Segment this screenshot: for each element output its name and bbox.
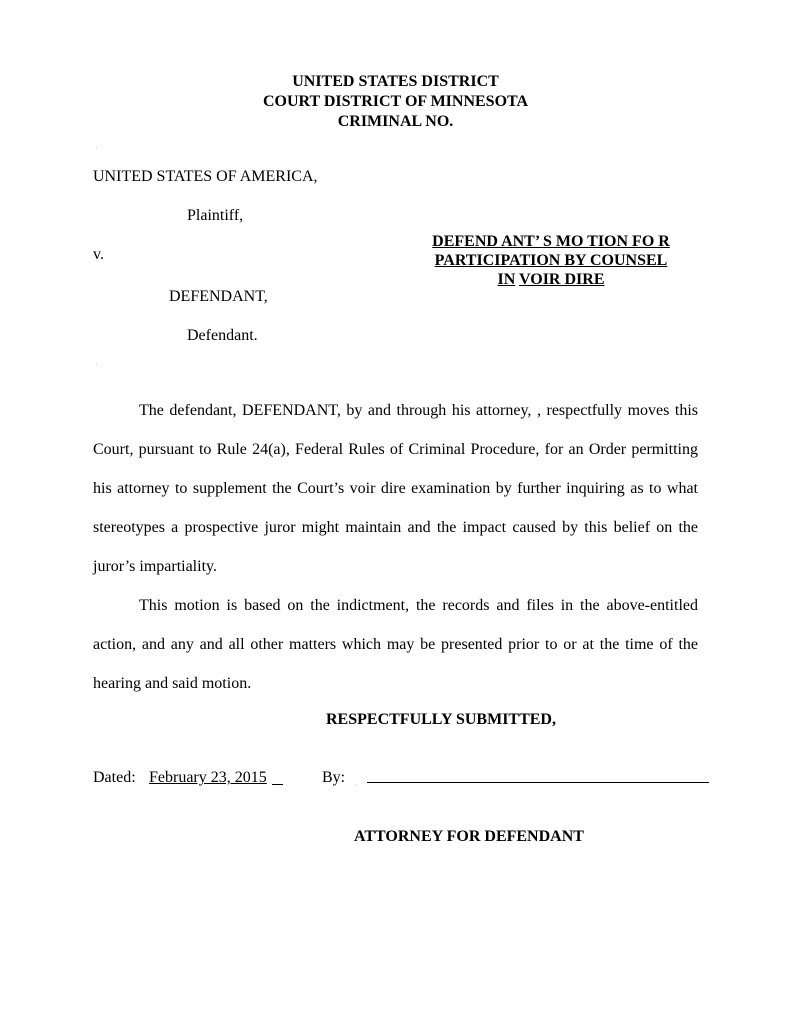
versus-label: v. xyxy=(93,246,104,263)
motion-paragraph-1: The defendant, DEFENDANT, by and through his attorney, , respectfully moves this Court, pursuant to Rule 24(a), Federal Rules of Criminal Procedure, for an Order permitting his attorney to supplement the Court’s voir dire examination by further inquiring as to what stereotypes a prospective juror might maintain and the impact caused by this belief on the juror’s impartiality. xyxy=(93,402,698,575)
motion-title-line-3-a: IN xyxy=(497,271,516,288)
dated-underline xyxy=(272,784,283,785)
motion-title-line-1: DEFEND ANT’ S MO TION FO R xyxy=(432,233,670,250)
dated-value: February 23, 2015 xyxy=(149,769,267,786)
plaintiff-name: UNITED STATES OF AMERICA, xyxy=(93,168,318,185)
defendant-name: DEFENDANT, xyxy=(169,288,268,305)
dated-label: Dated: xyxy=(93,769,136,786)
defendant-role: Defendant. xyxy=(187,327,258,344)
court-header-line-1: UNITED STATES DISTRICT xyxy=(292,73,499,90)
closing-statement: RESPECTFULLY SUBMITTED, xyxy=(326,711,556,728)
court-header-line-2: COURT DISTRICT OF MINNESOTA xyxy=(262,93,529,110)
scan-speck xyxy=(96,364,97,365)
plaintiff-role: Plaintiff, xyxy=(187,207,244,224)
by-label: By: xyxy=(322,769,346,786)
motion-paragraph-2: This motion is based on the indictment, the records and files in the above-entitled action, and any and all other matters which may be presented prior to or at the time of the hearing and said motion. xyxy=(93,597,698,692)
court-header xyxy=(0,72,791,132)
motion-title-line-3 xyxy=(420,270,682,289)
attorney-label: ATTORNEY FOR DEFENDANT xyxy=(354,828,584,845)
signature-line xyxy=(367,782,709,783)
motion-title xyxy=(420,232,682,289)
scan-speck xyxy=(96,147,97,148)
motion-title-line-3-b: VOIR DIRE xyxy=(519,271,605,288)
motion-title-line-2: PARTICIPATION BY COUNSEL xyxy=(434,252,668,269)
scan-speck xyxy=(355,785,356,786)
court-header-line-3: CRIMINAL NO. xyxy=(337,113,454,130)
